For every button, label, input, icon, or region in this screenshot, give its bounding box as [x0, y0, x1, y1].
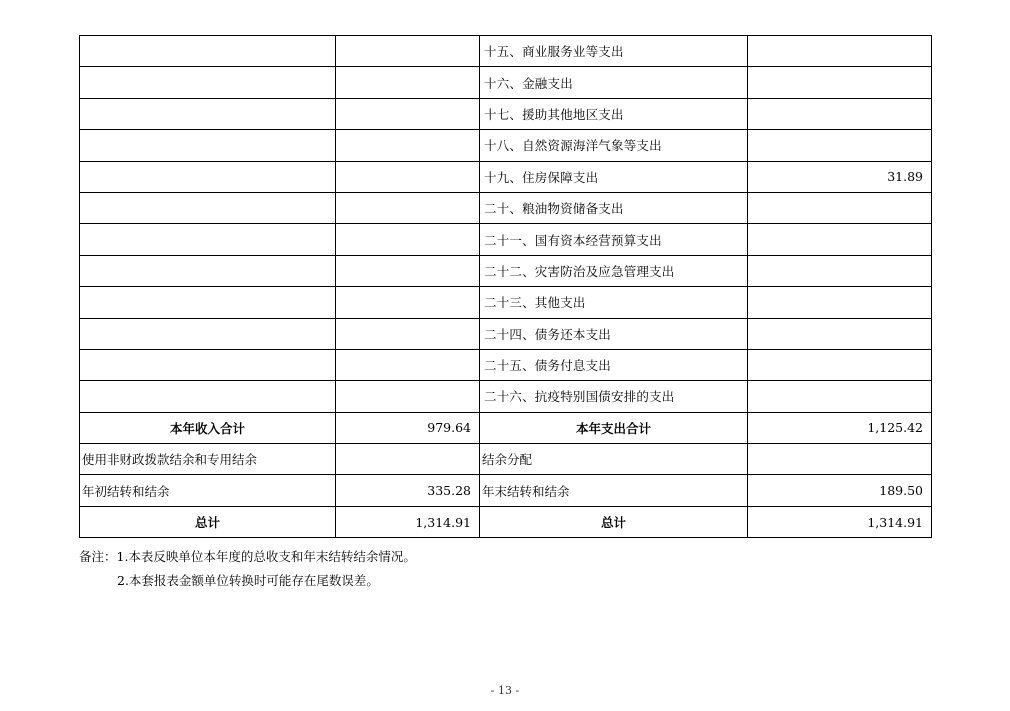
income-item-cell: [80, 130, 336, 161]
table-row: [80, 318, 932, 349]
income-value-cell: [336, 349, 480, 380]
expense-item-value: [748, 224, 932, 255]
expense-item-label: 十五、商业服务业等支出: [480, 36, 748, 67]
table-row: [80, 349, 932, 380]
income-grand-total-value: 1,314.91: [336, 506, 480, 537]
expense-item-value: [748, 67, 932, 98]
table-row: [80, 287, 932, 318]
income-value-cell: [336, 36, 480, 67]
income-value-cell: [336, 287, 480, 318]
income-item-cell: [80, 98, 336, 129]
income-item-cell: [80, 224, 336, 255]
totals-row: [80, 412, 932, 443]
expense-item-label: 二十六、抗疫特别国债安排的支出: [480, 381, 748, 412]
income-item-cell: [80, 318, 336, 349]
income-value-cell: [336, 67, 480, 98]
table-row: [80, 67, 932, 98]
expense-item-label: 二十一、国有资本经营预算支出: [480, 224, 748, 255]
carryover-row: [80, 475, 932, 506]
expense-item-value: [748, 318, 932, 349]
income-item-cell: [80, 161, 336, 192]
income-item-cell: [80, 381, 336, 412]
income-expense-table: [79, 35, 932, 538]
expense-item-value: [748, 36, 932, 67]
expense-item-label: 十七、援助其他地区支出: [480, 98, 748, 129]
footnotes: [79, 545, 416, 593]
table-row: [80, 161, 932, 192]
table-row: [80, 98, 932, 129]
income-value-cell: [336, 224, 480, 255]
income-item-cell: [80, 287, 336, 318]
expense-item-value: [748, 130, 932, 161]
income-item-cell: [80, 349, 336, 380]
income-value-cell: [336, 381, 480, 412]
income-item-cell: [80, 36, 336, 67]
end-carryover-value: 189.50: [748, 475, 932, 506]
expense-item-label: 十九、住房保障支出: [480, 161, 748, 192]
expense-item-label: 二十三、其他支出: [480, 287, 748, 318]
surplus-distribution-value: [748, 444, 932, 475]
nonfiscal-surplus-label: 使用非财政拨款结余和专用结余: [80, 444, 336, 475]
table-row: [80, 130, 932, 161]
footnote-1: 备注：1.本表反映单位本年度的总收支和年末结转结余情况。: [79, 549, 416, 564]
expense-item-value: [748, 287, 932, 318]
income-value-cell: [336, 98, 480, 129]
nonfiscal-row: [80, 444, 932, 475]
income-item-cell: [80, 192, 336, 223]
expense-item-value: [748, 349, 932, 380]
expense-item-value: [748, 255, 932, 286]
surplus-distribution-label: 结余分配: [480, 444, 748, 475]
expense-item-value: [748, 192, 932, 223]
table-row: [80, 36, 932, 67]
income-value-cell: [336, 255, 480, 286]
expense-total-label: 本年支出合计: [480, 412, 748, 443]
expense-item-label: 二十五、债务付息支出: [480, 349, 748, 380]
expense-item-label: 二十二、灾害防治及应急管理支出: [480, 255, 748, 286]
begin-carryover-value: 335.28: [336, 475, 480, 506]
expense-grand-total-label: 总计: [480, 506, 748, 537]
footnote-2: 2.本套报表金额单位转换时可能存在尾数误差。: [117, 573, 379, 588]
page-number: - 13 -: [490, 684, 520, 697]
grand-total-row: [80, 506, 932, 537]
income-value-cell: [336, 318, 480, 349]
income-item-cell: [80, 67, 336, 98]
expense-item-value: [748, 381, 932, 412]
table-row: [80, 255, 932, 286]
expense-item-label: 十六、金融支出: [480, 67, 748, 98]
expense-item-label: 十八、自然资源海洋气象等支出: [480, 130, 748, 161]
table-row: [80, 192, 932, 223]
table-body: [80, 36, 932, 538]
expense-item-value: [748, 98, 932, 129]
income-grand-total-label: 总计: [80, 506, 336, 537]
income-value-cell: [336, 192, 480, 223]
begin-carryover-label: 年初结转和结余: [80, 475, 336, 506]
end-carryover-label: 年末结转和结余: [480, 475, 748, 506]
income-value-cell: [336, 130, 480, 161]
income-item-cell: [80, 255, 336, 286]
expense-item-label: 二十、粮油物资储备支出: [480, 192, 748, 223]
income-total-value: 979.64: [336, 412, 480, 443]
expense-total-value: 1,125.42: [748, 412, 932, 443]
expense-grand-total-value: 1,314.91: [748, 506, 932, 537]
table-row: [80, 381, 932, 412]
expense-item-value: 31.89: [748, 161, 932, 192]
expense-item-label: 二十四、债务还本支出: [480, 318, 748, 349]
nonfiscal-surplus-value: [336, 444, 480, 475]
table-row: [80, 224, 932, 255]
income-total-label: 本年收入合计: [80, 412, 336, 443]
income-value-cell: [336, 161, 480, 192]
